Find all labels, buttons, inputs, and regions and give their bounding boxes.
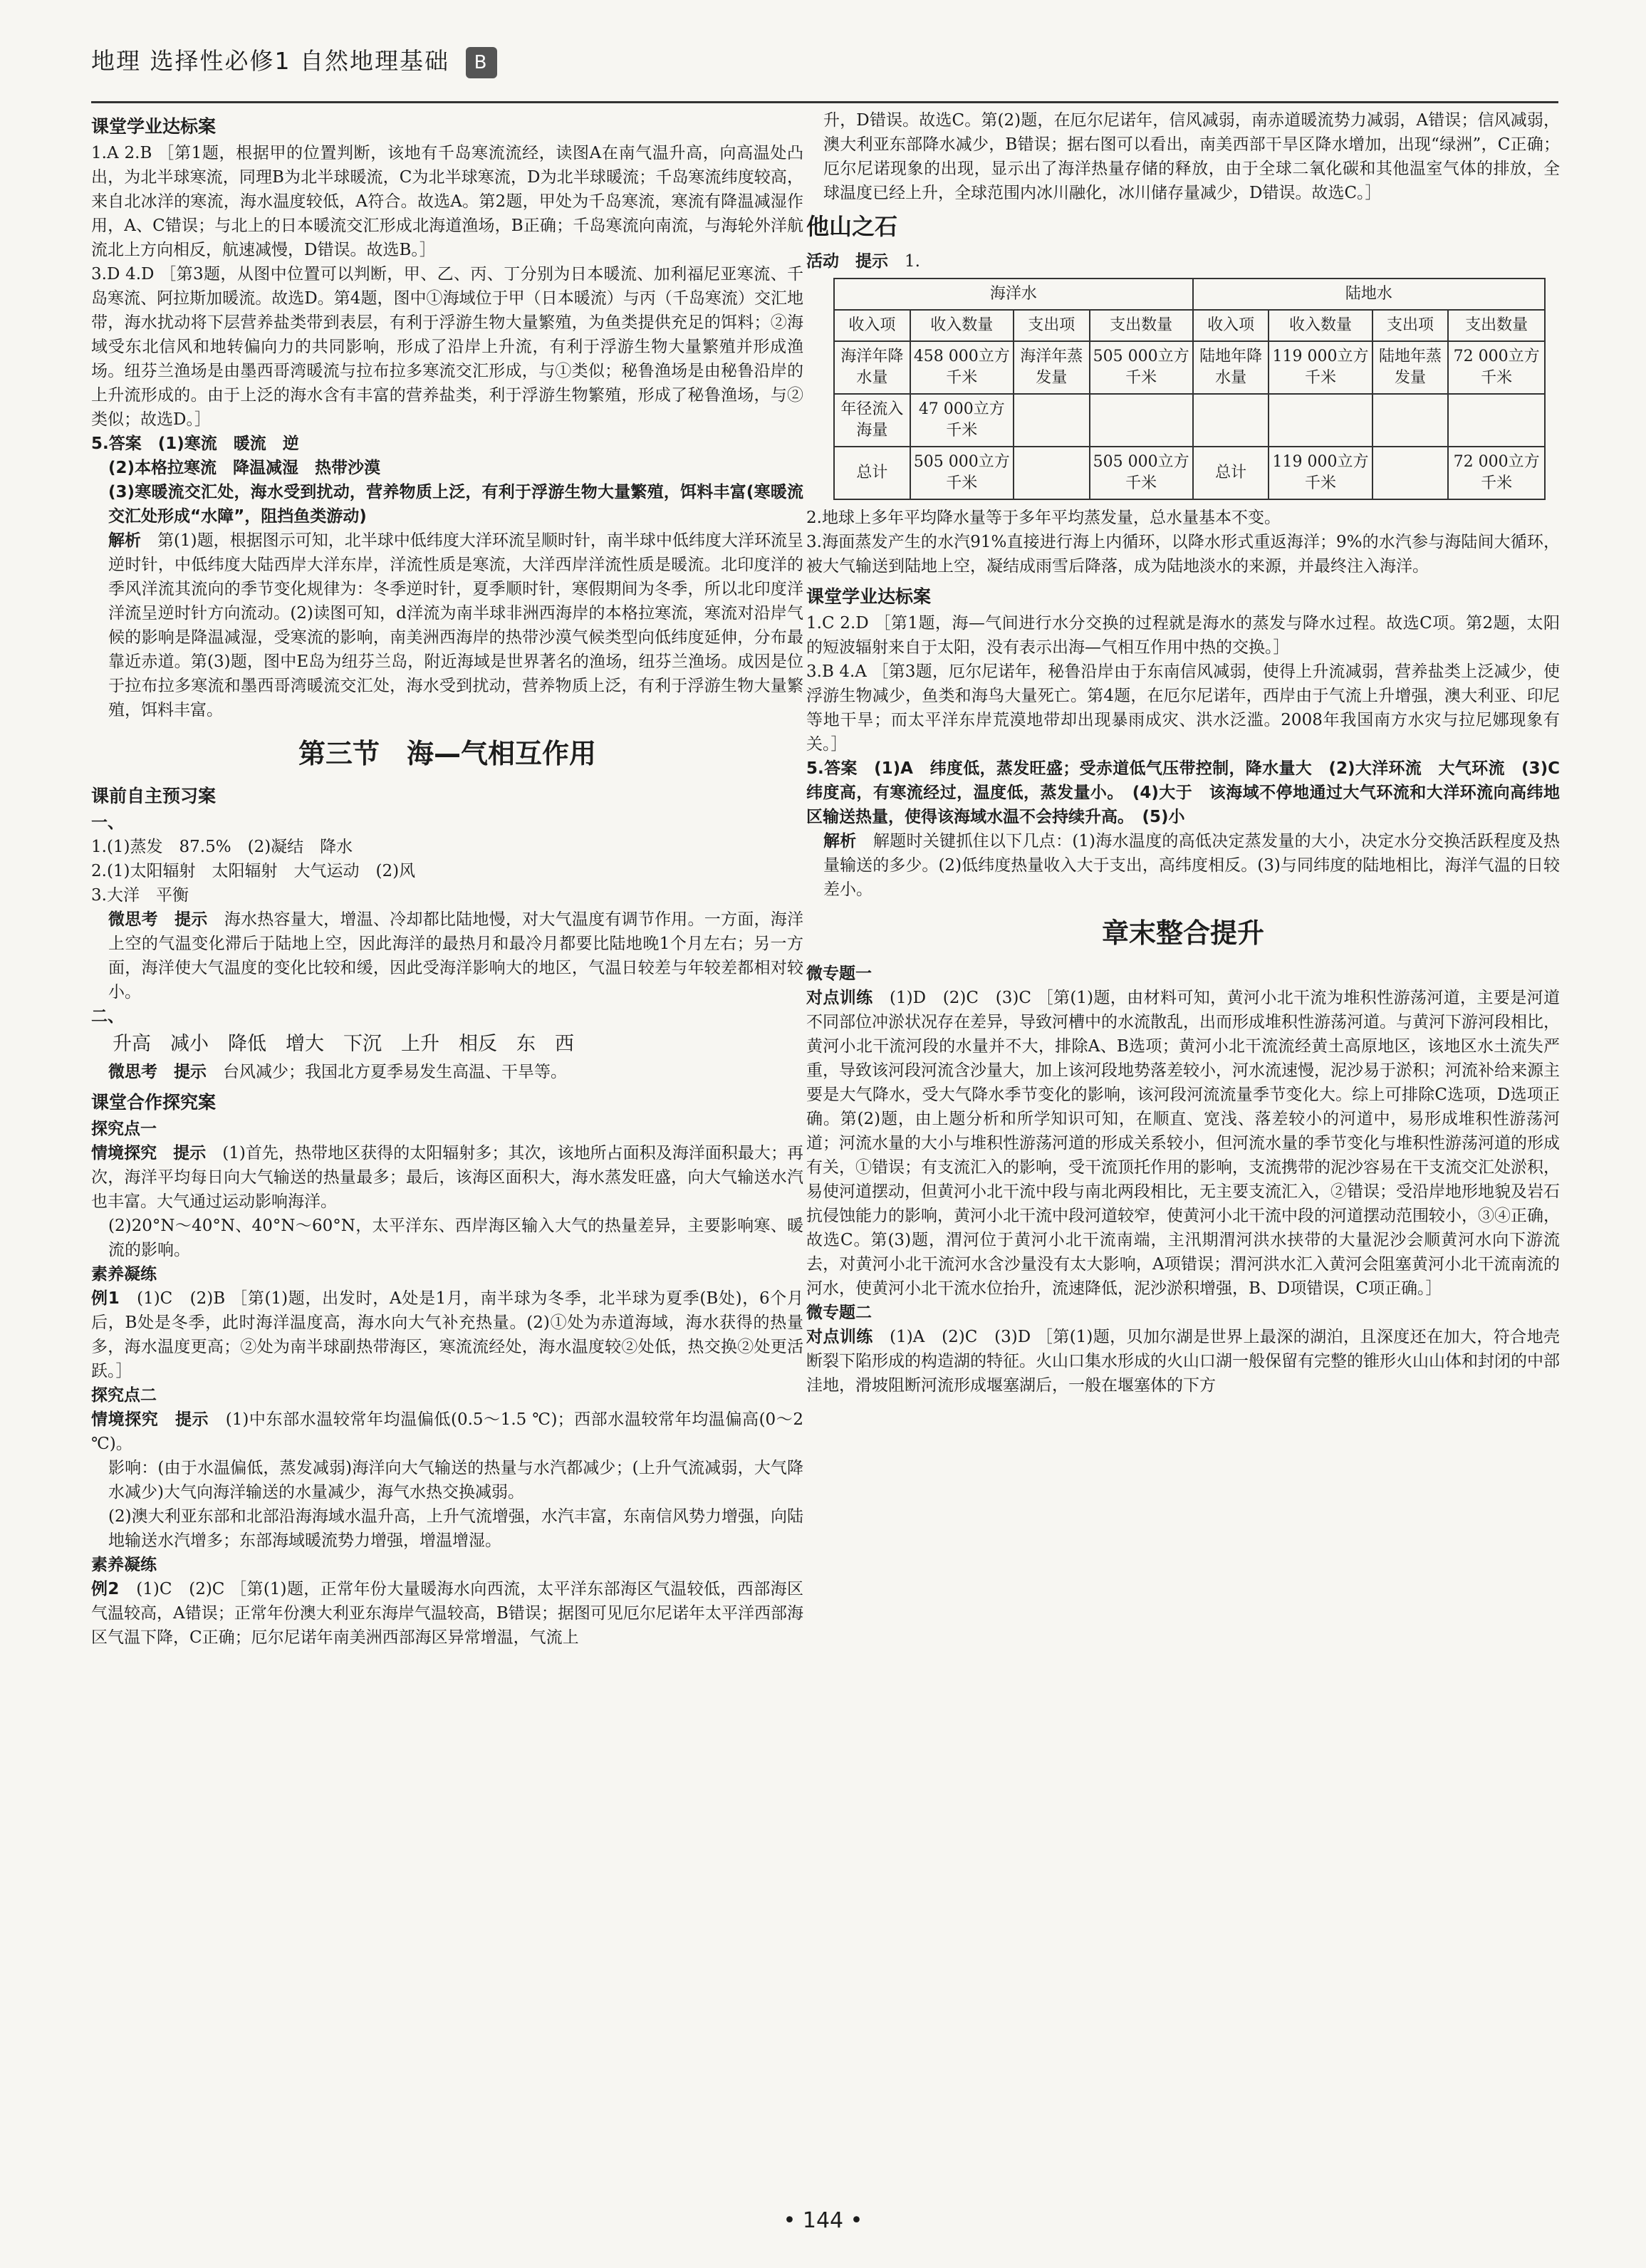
table-cell: 72 000立方千米 xyxy=(1448,341,1545,394)
table-cell xyxy=(1193,394,1269,447)
answer-5 xyxy=(91,432,803,456)
chapter-title: 章末整合提升 xyxy=(1101,917,1264,949)
micro-think-1-label: 微思考 提示 xyxy=(108,910,208,929)
table-cell xyxy=(1090,394,1193,447)
table-group-ocean: 海洋水 xyxy=(834,279,1193,310)
micro-topic-1: 微专题一 xyxy=(806,964,872,983)
practice-2-label: 对点训练 xyxy=(806,1328,873,1346)
table-cell: 505 000立方千米 xyxy=(1090,341,1193,394)
scenario-2-text-2: 影响：(由于水温偏低，蒸发减弱)海洋向大气输送的热量与水汽都减少；(上升气流减弱，大气降水减少)大气向海洋输送的水量减少，海气水热交换减弱。 xyxy=(108,1459,803,1502)
literacy-1: 素养凝练 xyxy=(91,1265,157,1284)
preview-line-2: 2.(1)太阳辐射 太阳辐射 大气运动 (2)风 xyxy=(91,862,416,880)
analysis-r5-text: 解题时关键抓住以下几点：(1)海水温度的高低决定蒸发量的大小，决定水分交换活跃程度及热量输送的多少。(2)低纬度热量收入大于支出，高纬度相反。(3)与同纬度的陆地相比，海洋气温的日较差小。 xyxy=(823,832,1560,899)
table-row xyxy=(834,341,1545,394)
table-cell: 119 000立方千米 xyxy=(1269,341,1372,394)
answer-5-a2: (2)本格拉寒流 降温减湿 热带沙漠 xyxy=(108,459,381,477)
table-cell: 年径流入海量 xyxy=(834,394,910,447)
table-header-cell: 支出项 xyxy=(1372,310,1449,341)
table-header-row xyxy=(834,310,1545,341)
scenario-2-text-1: (1)中东部水温较常年均温偏低(0.5～1.5 ℃)；西部水温较常年均温偏高(0～2 ℃)。 xyxy=(91,1410,804,1453)
table-cell xyxy=(1372,447,1449,499)
scenario-2-text-3: (2)澳大利亚东部和北部沿海海域水温升高，上升气流增强，水汽丰富，东南信风势力增强，向陆地输送水汽增多；东部海域暖流势力增强，增温增湿。 xyxy=(108,1507,803,1550)
analysis-r5 xyxy=(806,829,1560,902)
answer-1-2: 1.A 2.B ［第1题，根据甲的位置判断，该地有千岛寒流流经，读图A在南气温升高，向高温处凸出，为北半球寒流，同理B为北半球暖流，C为北半球寒流，D为北半球暖流；千岛寒流纬度较高，来自北冰洋的寒流，海水温度较低，A符合。故选A。第2题，甲处为千岛寒流，寒流有降温减湿作用，A、C错误；与北上的日本暖流交汇形成北海道渔场，B正确；千岛寒流向南流，与海轮外洋航流北上方向相反，航速减慢，D错误。故选B。］ xyxy=(91,144,803,259)
preview-line-3: 3.大洋 平衡 xyxy=(91,886,189,905)
table-cell: 505 000立方千米 xyxy=(1090,447,1193,499)
activity-hint xyxy=(806,249,1560,274)
example-1-label: 例1 xyxy=(91,1289,120,1308)
practice-2-text: (1)A (2)C (3)D ［第(1)题，贝加尔湖是世界上最深的湖泊，且深度还在加大，符合地壳断裂下陷形成的构造湖的特征。火山口集水形成的火山口湖一般保留有完整的锥形火山山体和封闭的中部洼地，滑坡阻断河流形成堰塞湖后，一般在堰塞体的下方 xyxy=(806,1328,1561,1395)
table-header-cell: 支出项 xyxy=(1014,310,1090,341)
example-2-continued: 升，D错误。故选C。第(2)题，在厄尔尼诺年，信风减弱，南赤道暖流势力减弱，A错误；信风减弱，澳大利亚东部降水减少，B错误；据右图可以看出，南美西部干旱区降水增加，出现“绿洲”，C正确；厄尔尼诺现象的出现，显示出了海洋热量存储的释放，由于全球二氧化碳和其他温室气体的排放，全球温度已经上升，全球范围内冰川融化，冰川储存量减少，D错误。故选C。］ xyxy=(823,111,1560,202)
table-cell: 47 000立方千米 xyxy=(910,394,1014,447)
preview-line-1: 1.(1)蒸发 87.5% (2)凝结 降水 xyxy=(91,838,353,856)
table-header-cell: 支出数量 xyxy=(1090,310,1193,341)
table-header-cell: 支出数量 xyxy=(1448,310,1545,341)
explore-point-1: 探究点一 xyxy=(91,1120,157,1138)
heading-preview: 课前自主预习案 xyxy=(91,786,217,806)
scenario-1 xyxy=(91,1141,803,1214)
table-cell: 陆地年蒸发量 xyxy=(1372,341,1449,394)
section-title: 第三节 海—气相互作用 xyxy=(298,738,596,769)
answer-3-4: 3.D 4.D ［第3题，从图中位置可以判断，甲、乙、丙、丁分别为日本暖流、加利福尼亚寒流、千岛寒流、阿拉斯加暖流。故选D。第4题，图中①海域位于甲（日本暖流）与丙（千岛寒流）交汇地带，海水扰动将下层营养盐类带到表层，有利于浮游生物大量繁殖，为鱼类提供充足的饵料；②海域受东北信风和地转偏向力的共同影响，形成了沿岸上升流，有利于浮游生物大量繁殖并形成渔场。纽芬兰渔场是由墨西哥湾暖流与拉布拉多寒流交汇形成，与①类似；秘鲁渔场是由秘鲁沿岸的上升流形成的。由于上泛的海水含有丰富的营养盐类，利于浮游生物繁殖，形成了秘鲁渔场，与②类似；故选D。］ xyxy=(91,265,803,429)
scenario-2-label: 情境探究 提示 xyxy=(91,1410,209,1429)
header-rule xyxy=(91,101,1558,103)
water-balance-table xyxy=(833,278,1546,500)
micro-think-1-text: 海水热容量大，增温、冷却都比陆地慢，对大气温度有调节作用。一方面，海洋上空的气温变化滞后于陆地上空，因此海洋的最热月和最冷月都要比陆地晚1个月左右；另一方面，海洋使大气温度的变化比较和缓，因此受海洋影响大的地区，气温日较差与年较差都相对较小。 xyxy=(108,910,804,1002)
example-2-text: (1)C (2)C ［第(1)题，正常年份大量暖海水向西流，太平洋东部海区气温较低，西部海区气温较高，A错误；正常年份澳大利亚东海岸气温较高，B错误；据图可见厄尔尼诺年太平洋西部海区气温下降，C正确；厄尔尼诺年南美洲西部海区异常增温，气流上 xyxy=(91,1580,804,1647)
answer-5-label: 5.答案 xyxy=(91,435,142,453)
example-1-text: (1)C (2)B ［第(1)题，出发时，A处是1月，南半球为冬季，北半球为夏季(B处)，6个月后，B处是冬季，此时海洋温度高，海水向大气补充热量。(2)①处为赤道海域，海水获得的热量多，海水温度更高；②处为南半球副热带海区，寒流流经处，海水温度较②处低，热交换②处更活跃。］ xyxy=(91,1289,803,1380)
heading-cooperation: 课堂合作探究案 xyxy=(91,1092,217,1113)
table-cell xyxy=(1269,394,1372,447)
analysis-label: 解析 xyxy=(108,531,142,550)
answer-word-row: 升高 减小 降低 增大 下沉 上升 相反 东 西 xyxy=(113,1033,574,1055)
table-cell: 海洋年降水量 xyxy=(834,341,910,394)
table-cell xyxy=(1448,394,1545,447)
analysis-5-text: 第(1)题，根据图示可知，北半球中低纬度大洋环流呈顺时针，南半球中低纬度大洋环流呈逆时针，中低纬度大陆西岸大洋东岸，洋流性质是寒流，大洋西岸洋流性质是暖流。北印度洋的季风洋流其流向的季节变化规律为：冬季逆时针，夏季顺时针，寒假期间为冬季，所以北印度洋洋流呈逆时针方向流动。(2)读图可知，d洋流为南半球非洲西海岸的本格拉寒流，寒流对沿岸气候的影响是降温减湿，受寒流的影响，南美洲西海岸的热带沙漠气候类型向低纬度延伸，分布最靠近赤道。第(3)题，图中E岛为纽芬兰岛，附近海域是世界著名的渔场，纽芬兰渔场。成因是位于拉布拉多寒流和墨西哥湾暖流交汇处，海水受到扰动，营养物质上泛，有利于浮游生物大量繁殖，饵料丰富。 xyxy=(108,531,804,719)
table-cell: 海洋年蒸发量 xyxy=(1014,341,1090,394)
part-two-label: 二、 xyxy=(91,1007,124,1026)
analysis-r5-label: 解析 xyxy=(823,832,857,850)
part-one-label: 一、 xyxy=(91,813,124,832)
table-cell: 505 000立方千米 xyxy=(910,447,1014,499)
analysis-5 xyxy=(91,529,803,722)
micro-think-2 xyxy=(91,1060,803,1084)
table-header-cell: 收入项 xyxy=(1193,310,1269,341)
edition-badge: B xyxy=(466,47,497,78)
right-column xyxy=(806,108,1577,2145)
micro-think-2-text: 台风减少；我国北方夏季易发生高温、干旱等。 xyxy=(223,1063,567,1081)
table-group-land: 陆地水 xyxy=(1193,279,1545,310)
explore-point-2: 探究点二 xyxy=(91,1386,157,1405)
left-column xyxy=(91,108,803,2145)
answer-r5-label: 5.答案 xyxy=(806,759,858,778)
header-volume: 自然地理基础 xyxy=(300,47,449,75)
answer-r2: 3.B 4.A ［第3题，厄尔尼诺年，秘鲁沿岸由于东南信风减弱，使得上升流减弱，营养盐类上泛减少，使浮游生物减少，鱼类和海鸟大量死亡。第4题，在厄尔尼诺年，西岸由于气流上升增强，澳大利亚、印尼等地干旱；而太平洋东岸荒漠地带却出现暴雨成灾、洪水泛滥。2008年我国南方水灾与拉尼娜现象有关。］ xyxy=(806,662,1560,754)
table-cell xyxy=(1372,394,1449,447)
scenario-2 xyxy=(91,1408,803,1456)
micro-topic-2: 微专题二 xyxy=(806,1304,872,1322)
practice-1-text: (1)D (2)C (3)C ［第(1)题，由材料可知，黄河小北干流为堆积性游荡河道，主要是河道不同部位冲淤状况存在差异，导致河槽中的水流散乱，出而形成堆积性游荡河道。与黄河下游河段相比，黄河小北干流河段的水量并不大，排除A、B选项；黄河小北干流流经黄土高原地区，该地区水土流失严重，导致该河段河流含沙量大，加上该河段地势落差较小，河水流速慢，泥沙易于淤积；河流补给来源主要是大气降水，受大气降水季节变化的影响，该河段河流流量季节变化大。综上可排除C选项，D选项正确。第(2)题，由上题分析和所学知识可知，在顺直、宽浅、落差较小的河道中，易形成堆积性游荡河道；河流水量的大小与堆积性游荡河道的形成关系较小，但河流水量的季节变化与堆积性游荡河道的形成有关，①错误；有支流汇入的影响，受干流顶托作用的影响，支流携带的泥沙容易在干支流交汇处淤积，易使河道摆动，但黄河小北干流中段与南北两段相比，无主要支流汇入，②错误；受沿岸地形地貌及岩石抗侵蚀能力的影响，黄河小北干流中段河道较窄，使黄河小北干流中段的河道摆动范围较小，③④正确，故选C。第(3)题，渭河位于黄河小北干流南端，主汛期渭河洪水挟带的大量泥沙会顺黄河水向下游流去，对黄河小北干流河水含沙量没有太大影响，A项错误；渭河洪水汇入黄河会阻塞黄河小北干流南流的河水，使黄河小北干流水位抬升，流速降低，泥沙淤积增强，B、D项错误，C项正确。］ xyxy=(806,989,1561,1298)
practice-2 xyxy=(806,1325,1560,1398)
table-cell: 总计 xyxy=(1193,447,1269,499)
practice-1-label: 对点训练 xyxy=(806,989,873,1007)
table-cell xyxy=(1014,394,1090,447)
heading-class-standard-2: 课堂学业达标案 xyxy=(806,586,932,607)
practice-1 xyxy=(806,986,1560,1301)
heading-other-mountains: 他山之石 xyxy=(806,213,898,240)
example-1 xyxy=(91,1286,803,1383)
answer-r5-text: (1)A 纬度低，蒸发旺盛；受赤道低气压带控制，降水量大 (2)大洋环流 大气环流 (3)C 纬度高，有寒流经过，温度低，蒸发量小。 (4)大于 该海域不停地通过大气环流和大洋环流向高纬地区输送热量，使得该海域水温不会持续升高。 (5)小 xyxy=(806,759,1577,826)
example-2-label: 例2 xyxy=(91,1580,120,1598)
header-book: 选择性必修1 xyxy=(150,47,291,75)
header-subject: 地理 xyxy=(91,47,141,75)
table-cell xyxy=(1014,447,1090,499)
micro-think-1 xyxy=(91,907,803,1004)
scenario-1-text: (1)首先，热带地区获得的太阳辐射多；其次，该地所占面积及海洋面积最大；再次，海洋平均每日向大气输送的热量最多；最后，该海区面积大，海水蒸发旺盛，向大气输送水汽也丰富。大气通过运动影响海洋。 xyxy=(91,1144,803,1211)
example-2 xyxy=(91,1577,803,1650)
activity-number: 1. xyxy=(905,252,920,271)
page-number: • 144 • xyxy=(783,2208,863,2233)
page-header xyxy=(91,27,1558,95)
heading-class-standard: 课堂学业达标案 xyxy=(91,116,217,137)
activity-point-3: 3.海面蒸发产生的水汽91%直接进行海上内循环，以降水形式重返海洋；9%的水汽参与海陆间大循环，被大气输送到陆地上空，凝结成雨雪后降落，成为陆地淡水的来源，并最终注入海洋。 xyxy=(806,533,1560,576)
table-group-row xyxy=(834,279,1545,310)
scenario-1-text-2: (2)20°N～40°N、40°N～60°N，太平洋东、西岸海区输入大气的热量差异，主要影响寒、暖流的影响。 xyxy=(108,1217,803,1259)
table-header-cell: 收入项 xyxy=(834,310,910,341)
table-cell: 陆地年降水量 xyxy=(1193,341,1269,394)
literacy-2: 素养凝练 xyxy=(91,1556,157,1574)
table-row xyxy=(834,394,1545,447)
table-cell: 72 000立方千米 xyxy=(1448,447,1545,499)
activity-label: 活动 提示 xyxy=(806,252,888,271)
table-header-cell: 收入数量 xyxy=(910,310,1014,341)
scenario-1-label: 情境探究 提示 xyxy=(91,1144,207,1162)
answer-5-a3: (3)寒暖流交汇处，海水受到扰动，营养物质上泛，有利于浮游生物大量繁殖，饵料丰富(寒暖流交汇处形成“水障”，阻挡鱼类游动) xyxy=(108,483,803,526)
activity-point-2: 2.地球上多年平均降水量等于多年平均蒸发量，总水量基本不变。 xyxy=(806,509,1281,527)
table-cell: 119 000立方千米 xyxy=(1269,447,1372,499)
answer-5-a1: (1)寒流 暖流 逆 xyxy=(157,435,299,453)
table-row xyxy=(834,447,1545,499)
table-cell: 458 000立方千米 xyxy=(910,341,1014,394)
table-cell: 总计 xyxy=(834,447,910,499)
table-header-cell: 收入数量 xyxy=(1269,310,1372,341)
answer-r1: 1.C 2.D ［第1题，海—气间进行水分交换的过程就是海水的蒸发与降水过程。故选C项。第2题，太阳的短波辐射来自于太阳，没有表示出海—气相互作用中热的交换。］ xyxy=(806,614,1560,657)
answer-r5 xyxy=(806,756,1577,829)
micro-think-2-label: 微思考 提示 xyxy=(108,1063,207,1081)
